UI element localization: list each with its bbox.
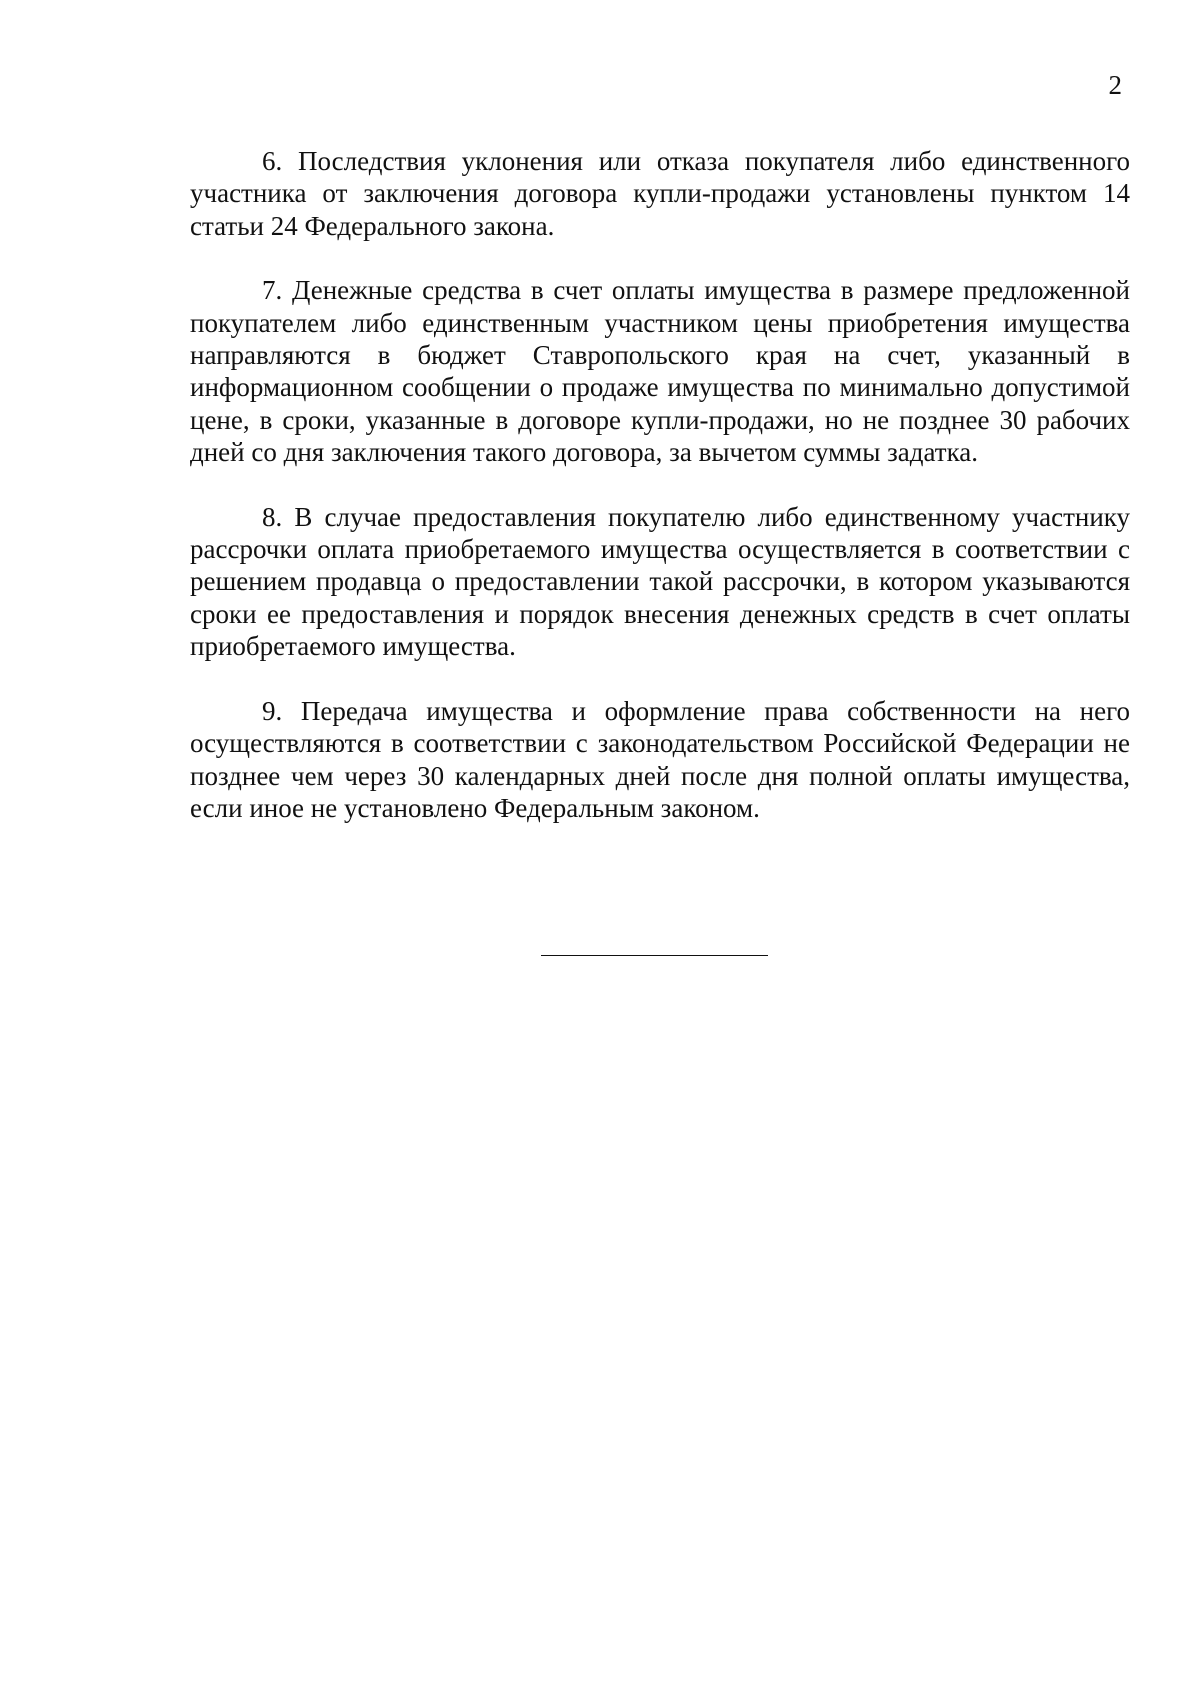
paragraph-6: 6. Последствия уклонения или отказа покупателя либо единственного участника от заключения договора купли-продажи установлены пунктом 14 статьи 24 Федерального закона. (190, 146, 1130, 241)
page-number: 2 (1108, 70, 1122, 100)
document-body (190, 145, 1130, 856)
paragraph-8: 8. В случае предоставления покупателю либо единственному участнику рассрочки оплата приобретаемого имущества осуществляется в соответствии с решением продавца о предоставлении такой рассрочки, в котором указываются сроки ее предоставления и порядок внесения денежных средств в счет оплаты приобретаемого имущества. (190, 501, 1130, 662)
paragraph-9: 9. Передача имущества и оформление права собственности на него осуществляются в соответствии с законодательством Российской Федерации не позднее чем через 30 календарных дней после дня полной оплаты имущества, если иное не установлено Федеральным законом. (190, 695, 1130, 823)
paragraph-7: 7. Денежные средства в счет оплаты имущества в размере предложенной покупателем либо единственным участником цены приобретения имущества направляются в бюджет Ставропольского края на счет, указанный в информационном сообщении о продаже имущества по минимально допустимой цене, в сроки, указанные в договоре купли-продажи, но не позднее 30 рабочих дней со дня заключения такого договора, за вычетом суммы задатка. (190, 275, 1130, 468)
end-of-document-divider (541, 955, 768, 956)
